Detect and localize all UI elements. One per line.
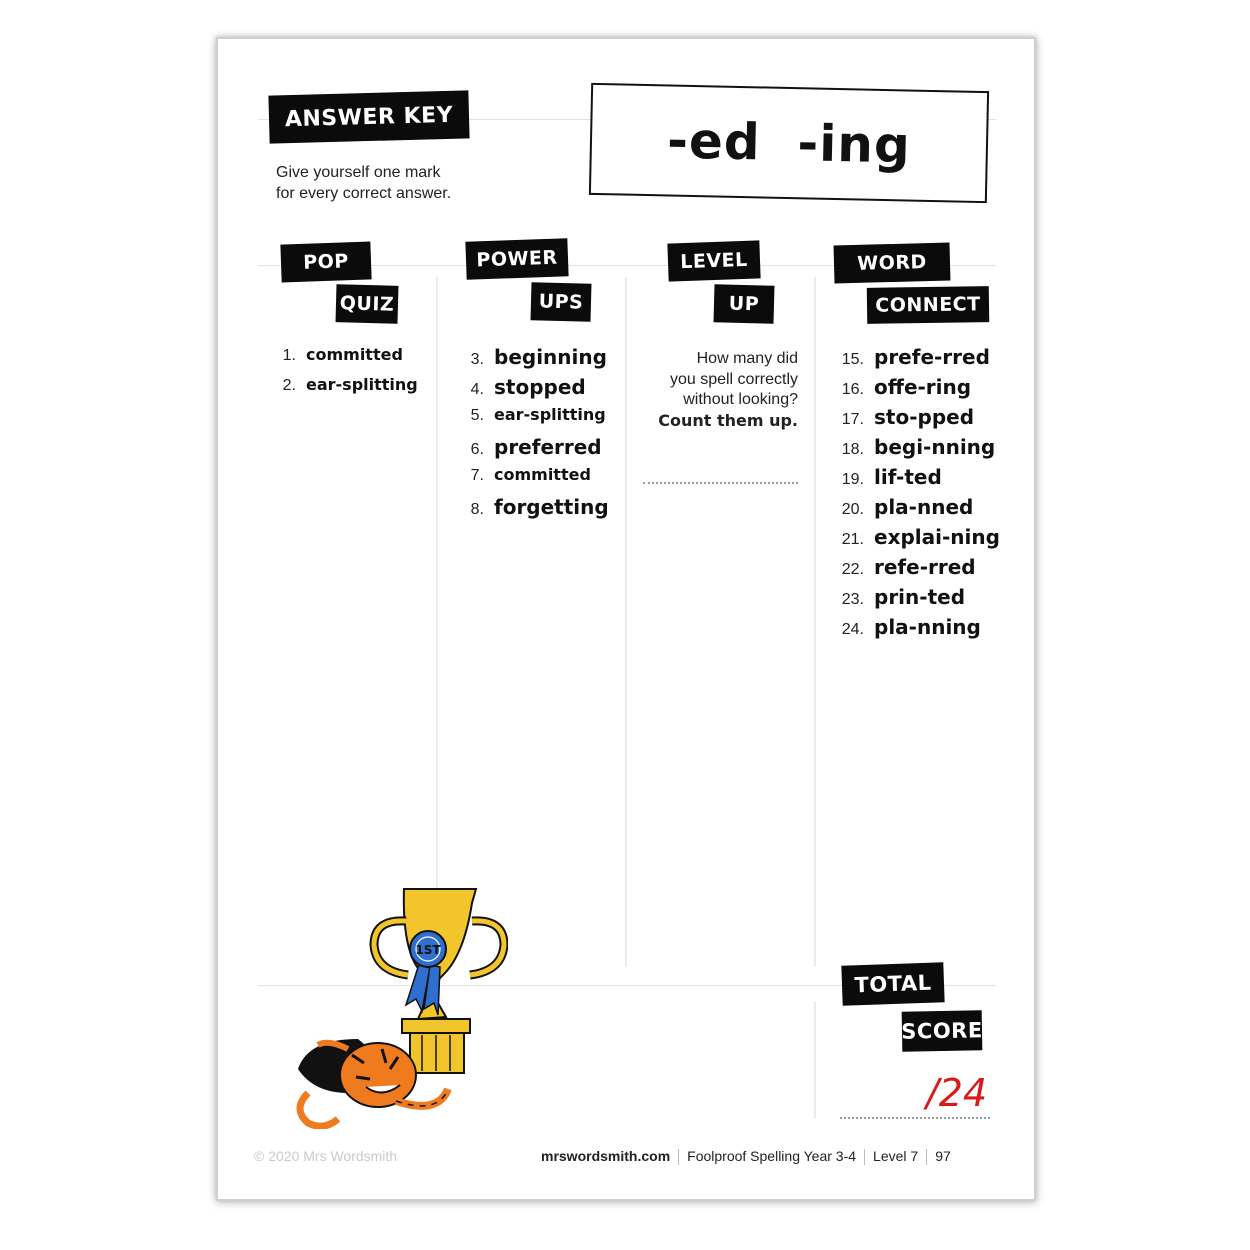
- level-up-bold: Count them up.: [658, 410, 798, 430]
- list-item: [828, 465, 1000, 495]
- up-label: UP: [728, 292, 760, 316]
- word-label: WORD: [856, 251, 928, 275]
- power-label: POWER: [476, 246, 558, 272]
- footer-separator: [678, 1149, 679, 1165]
- item-number: 15.: [841, 351, 864, 368]
- column-divider-3: [814, 277, 816, 967]
- score-label: SCORE: [901, 1018, 983, 1044]
- list-item: [456, 345, 609, 375]
- quiz-tag: [336, 284, 399, 324]
- title-box: [589, 83, 989, 203]
- footer-separator: [864, 1149, 865, 1165]
- answer-word: prefe-rred: [874, 345, 990, 369]
- pop-quiz-list: [268, 345, 418, 405]
- list-item: [268, 345, 418, 375]
- list-item: [828, 585, 1000, 615]
- score-divider: [814, 1001, 816, 1119]
- page-title: -ed -ing: [666, 111, 912, 175]
- quiz-label: QUIZ: [339, 292, 395, 316]
- answer-word: preferred: [494, 435, 602, 459]
- list-item: [828, 345, 1000, 375]
- power-ups-list: [456, 345, 609, 525]
- column-divider-1: [436, 277, 438, 967]
- answer-word: ear-splitting: [306, 375, 418, 394]
- item-number: 2.: [282, 377, 296, 394]
- intro-line-1: Give yourself one mark: [276, 164, 441, 181]
- answer-word: offe-ring: [874, 375, 972, 399]
- ups-label: UPS: [538, 290, 584, 314]
- answer-word: refe-rred: [874, 555, 976, 579]
- answer-word: prin-ted: [874, 585, 966, 609]
- list-item: [828, 495, 1000, 525]
- list-item: [828, 615, 1000, 645]
- connect-label: CONNECT: [875, 293, 981, 317]
- item-number: 20.: [841, 501, 864, 518]
- footer-book: Foolproof Spelling Year 3-4: [687, 1148, 857, 1164]
- answer-word: explai-ning: [874, 525, 1000, 549]
- word-connect-list: [828, 345, 1000, 645]
- list-item: [828, 405, 1000, 435]
- word-tag: [834, 242, 951, 283]
- list-item: [828, 375, 1000, 405]
- total-label: TOTAL: [854, 970, 932, 998]
- answer-word: committed: [494, 465, 591, 484]
- level-up-answer-line: [643, 482, 798, 484]
- item-number: 24.: [841, 621, 864, 638]
- item-number: 6.: [470, 441, 484, 458]
- level-up-instructions: [628, 349, 798, 432]
- answer-key-label: ANSWER KEY: [284, 102, 454, 132]
- item-number: 4.: [470, 381, 484, 398]
- list-item: [456, 465, 609, 495]
- footer-site: mrswordsmith.com: [541, 1148, 671, 1164]
- item-number: 16.: [841, 381, 864, 398]
- answer-word: ear-splitting: [494, 405, 606, 424]
- item-number: 1.: [282, 347, 296, 364]
- level-up-line-3: without looking?: [683, 391, 798, 408]
- pop-label: POP: [302, 250, 350, 274]
- list-item: [456, 435, 609, 465]
- answer-word: pla-nning: [874, 615, 981, 639]
- item-number: 19.: [841, 471, 864, 488]
- item-number: 8.: [470, 501, 484, 518]
- level-up-line-2: you spell correctly: [669, 370, 798, 388]
- intro-line-2: for every correct answer.: [276, 185, 452, 202]
- answer-word: begi-nning: [874, 435, 996, 459]
- item-number: 21.: [841, 531, 864, 548]
- connect-tag: [867, 286, 989, 324]
- answer-word: beginning: [494, 345, 607, 369]
- list-item: [456, 405, 609, 435]
- item-number: 3.: [470, 351, 484, 368]
- item-number: 18.: [841, 441, 864, 458]
- total-tag: [841, 962, 944, 1006]
- copyright-text: © 2020 Mrs Wordsmith: [254, 1148, 398, 1164]
- blue-ribbon-icon: [406, 931, 446, 1015]
- list-item: [828, 525, 1000, 555]
- trophy-tiger-illustration: [278, 879, 508, 1129]
- footer-separator: [926, 1149, 927, 1165]
- item-number: 7.: [470, 467, 484, 484]
- ups-tag: [531, 282, 592, 322]
- up-tag: [714, 284, 775, 324]
- answer-word: pla-nned: [874, 495, 974, 519]
- list-item: [268, 375, 418, 405]
- score-answer-line: [840, 1117, 990, 1119]
- intro-text: [276, 162, 451, 204]
- power-tag: [465, 238, 568, 280]
- list-item: [456, 375, 609, 405]
- list-item: [828, 435, 1000, 465]
- column-divider-2: [625, 277, 627, 967]
- answer-word: forgetting: [494, 495, 609, 519]
- answer-word: sto-pped: [874, 405, 975, 429]
- page-number: 97: [935, 1148, 951, 1164]
- footer-level: Level 7: [873, 1148, 919, 1164]
- level-label: LEVEL: [679, 248, 749, 274]
- answer-word: committed: [306, 345, 403, 364]
- pop-tag: [280, 241, 371, 282]
- footer-bar: [541, 1148, 951, 1165]
- answer-word: stopped: [494, 375, 586, 399]
- item-number: 23.: [841, 591, 864, 608]
- level-up-line-1: How many did: [696, 350, 798, 367]
- medal-text: 1ST: [415, 943, 441, 957]
- list-item: [456, 495, 609, 525]
- score-tag: [902, 1010, 983, 1051]
- item-number: 5.: [470, 407, 484, 424]
- list-item: [828, 555, 1000, 585]
- score-out-of: /24: [926, 1071, 988, 1115]
- item-number: 22.: [841, 561, 864, 578]
- copyright: [254, 1148, 397, 1164]
- worksheet-page: [216, 37, 1036, 1201]
- answer-word: lif-ted: [874, 465, 942, 489]
- level-tag: [667, 240, 760, 281]
- answer-key-tag: [268, 90, 469, 143]
- item-number: 17.: [841, 411, 864, 428]
